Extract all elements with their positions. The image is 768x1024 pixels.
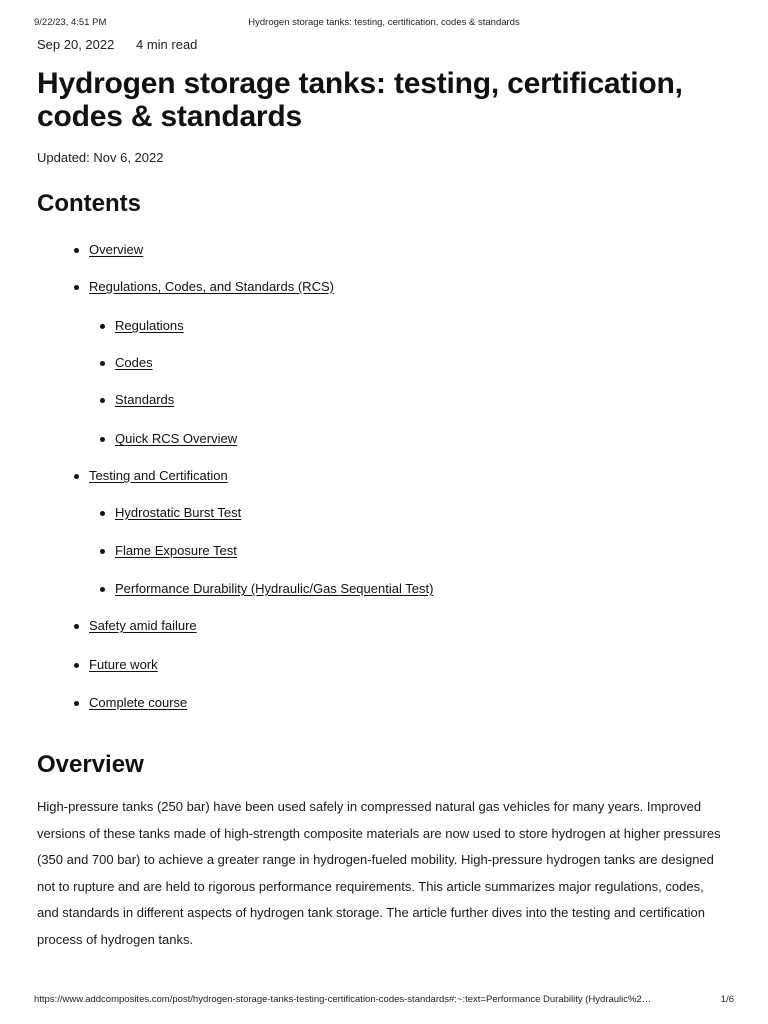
toc-item-flame-exposure-test <box>115 543 237 558</box>
toc-link[interactable]: Flame Exposure Test <box>115 543 237 558</box>
toc-link[interactable]: Codes <box>115 355 153 370</box>
toc-link[interactable]: Hydrostatic Burst Test <box>115 505 242 520</box>
toc-item-hydrostatic-burst-test <box>115 505 241 520</box>
toc-item-overview <box>89 242 143 257</box>
toc-item-quick-rcs-overview <box>115 431 237 446</box>
toc-link[interactable]: Overview <box>89 242 144 257</box>
toc-link[interactable]: Quick RCS Overview <box>115 431 238 446</box>
article <box>37 37 737 947</box>
toc-item-safety-amid-failure <box>89 618 197 633</box>
print-url: https://www.addcomposites.com/post/hydrogen-storage-tanks-testing-certification-codes-standards#:~:text=Performance Durability (Hydraulic%2… <box>34 994 652 1005</box>
overview-heading: Overview <box>37 751 144 778</box>
toc-item-performance-durability <box>115 581 433 596</box>
print-header <box>34 17 734 31</box>
updated-date: Updated: Nov 6, 2022 <box>37 150 164 165</box>
toc-item-standards <box>115 392 174 407</box>
toc-link[interactable]: Performance Durability (Hydraulic/Gas Sequential Test) <box>115 581 434 596</box>
toc-link[interactable]: Regulations <box>115 318 184 333</box>
article-title: Hydrogen storage tanks: testing, certification, codes & standards <box>37 67 683 133</box>
toc-item-rcs <box>89 279 334 294</box>
toc-link[interactable]: Complete course <box>89 695 188 710</box>
print-footer <box>34 994 734 1008</box>
toc-link[interactable]: Standards <box>115 392 175 407</box>
print-datetime: 9/22/23, 4:51 PM <box>34 17 107 28</box>
read-time: 4 min read <box>135 37 198 52</box>
print-page-title: Hydrogen storage tanks: testing, certification, codes & standards <box>248 17 520 28</box>
toc-link[interactable]: Future work <box>89 657 158 672</box>
toc-link[interactable]: Regulations, Codes, and Standards (RCS) <box>89 279 334 294</box>
toc-item-testing-certification <box>89 468 228 483</box>
toc-item-complete-course <box>89 695 187 710</box>
article-meta <box>37 37 737 55</box>
toc-link[interactable]: Safety amid failure <box>89 618 197 633</box>
toc-item-future-work <box>89 657 158 672</box>
toc-link[interactable]: Testing and Certification <box>89 468 228 483</box>
publish-date: Sep 20, 2022 <box>37 37 115 52</box>
toc-item-regulations <box>115 318 184 333</box>
contents-heading: Contents <box>37 190 141 217</box>
page-number: 1/6 <box>720 994 734 1005</box>
toc-item-codes <box>115 355 153 370</box>
overview-paragraph: High-pressure tanks (250 bar) have been used safely in compressed natural gas vehicles for many years. Improved versions of these tanks made of high-strength composite materials are now used to store hydrogen at higher pressures (350 and 700 bar) to achieve a greater range in hydrogen-fueled mobility. High-pressure hydrogen tanks are designed not to rupture and are held to rigorous performance requirements. This article summarizes major regulations, codes, and standards in different aspects of hydrogen tank storage. The article further dives into the testing and certification process of hydrogen tanks. <box>37 799 721 947</box>
